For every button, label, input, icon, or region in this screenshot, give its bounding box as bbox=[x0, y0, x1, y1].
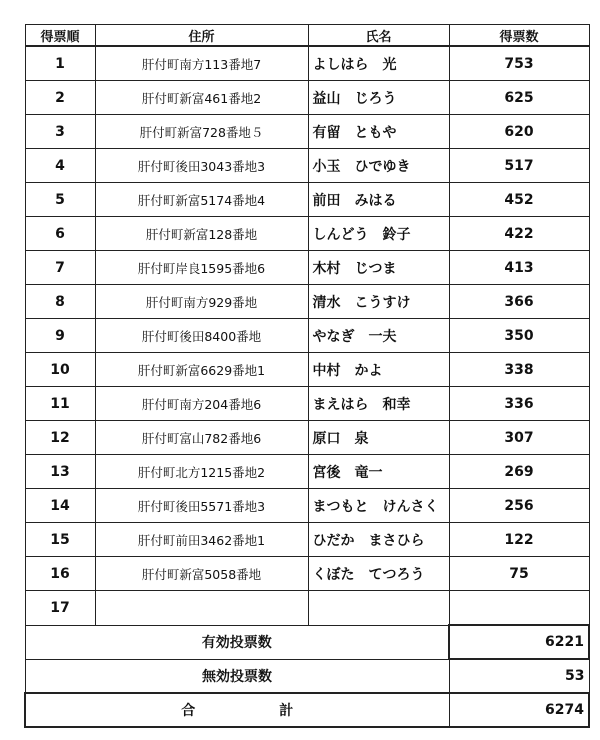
rank-cell: 14 bbox=[25, 489, 95, 523]
name-cell: やなぎ 一夫 bbox=[308, 319, 449, 353]
rank-cell: 4 bbox=[25, 149, 95, 183]
address-cell: 肝付町新富728番地５ bbox=[95, 115, 308, 149]
rank-cell: 17 bbox=[25, 591, 95, 626]
address-cell: 肝付町後田8400番地 bbox=[95, 319, 308, 353]
votes-cell: 620 bbox=[449, 115, 589, 149]
address-cell: 肝付町岸良1595番地6 bbox=[95, 251, 308, 285]
table-row bbox=[25, 149, 589, 183]
total-value: 6274 bbox=[449, 693, 589, 727]
address-cell: 肝付町南方204番地6 bbox=[95, 387, 308, 421]
rank-cell: 15 bbox=[25, 523, 95, 557]
header-address: 住所 bbox=[95, 25, 308, 47]
table-row bbox=[25, 251, 589, 285]
election-results-table bbox=[24, 24, 590, 728]
votes-cell: 517 bbox=[449, 149, 589, 183]
address-cell: 肝付町新富128番地 bbox=[95, 217, 308, 251]
address-cell: 肝付町新富5058番地 bbox=[95, 557, 308, 591]
address-cell: 肝付町南方113番地7 bbox=[95, 46, 308, 81]
name-cell: まつもと けんさく bbox=[308, 489, 449, 523]
total-label-char-2: 計 bbox=[279, 703, 294, 719]
votes-cell: 336 bbox=[449, 387, 589, 421]
table-row bbox=[25, 523, 589, 557]
address-cell: 肝付町富山782番地6 bbox=[95, 421, 308, 455]
table-row bbox=[25, 421, 589, 455]
rank-cell: 7 bbox=[25, 251, 95, 285]
invalid-votes-label: 無効投票数 bbox=[25, 659, 449, 693]
table-row bbox=[25, 81, 589, 115]
table-row bbox=[25, 387, 589, 421]
name-cell: まえはら 和幸 bbox=[308, 387, 449, 421]
rank-cell: 6 bbox=[25, 217, 95, 251]
address-cell: 肝付町南方929番地 bbox=[95, 285, 308, 319]
name-cell: くぼた てつろう bbox=[308, 557, 449, 591]
votes-cell: 350 bbox=[449, 319, 589, 353]
votes-cell: 413 bbox=[449, 251, 589, 285]
rank-cell: 10 bbox=[25, 353, 95, 387]
name-cell: 中村 かよ bbox=[308, 353, 449, 387]
results-body bbox=[25, 46, 589, 625]
invalid-votes-value: 53 bbox=[449, 659, 589, 693]
rank-cell: 3 bbox=[25, 115, 95, 149]
table-row bbox=[25, 217, 589, 251]
rank-cell: 11 bbox=[25, 387, 95, 421]
votes-cell: 452 bbox=[449, 183, 589, 217]
name-cell: 原口 泉 bbox=[308, 421, 449, 455]
rank-cell: 2 bbox=[25, 81, 95, 115]
valid-votes-row bbox=[25, 625, 589, 659]
total-label-spread bbox=[181, 700, 293, 720]
table-row bbox=[25, 455, 589, 489]
header-row bbox=[25, 25, 589, 47]
name-cell: ひだか まさひら bbox=[308, 523, 449, 557]
table-row bbox=[25, 319, 589, 353]
header-name: 氏名 bbox=[308, 25, 449, 47]
rank-cell: 1 bbox=[25, 46, 95, 81]
header-rank: 得票順 bbox=[25, 25, 95, 47]
votes-cell: 122 bbox=[449, 523, 589, 557]
address-cell: 肝付町後田3043番地3 bbox=[95, 149, 308, 183]
votes-cell: 256 bbox=[449, 489, 589, 523]
valid-votes-label: 有効投票数 bbox=[25, 625, 449, 659]
table-row bbox=[25, 115, 589, 149]
rank-cell: 16 bbox=[25, 557, 95, 591]
name-cell: よしはら 光 bbox=[308, 46, 449, 81]
table-row bbox=[25, 183, 589, 217]
address-cell: 肝付町新富5174番地4 bbox=[95, 183, 308, 217]
name-cell: 前田 みはる bbox=[308, 183, 449, 217]
votes-cell: 422 bbox=[449, 217, 589, 251]
rank-cell: 9 bbox=[25, 319, 95, 353]
name-cell bbox=[308, 591, 449, 626]
address-cell: 肝付町後田5571番地3 bbox=[95, 489, 308, 523]
total-label-char-1: 合 bbox=[181, 703, 196, 719]
valid-votes-value: 6221 bbox=[449, 625, 589, 659]
name-cell: 小玉 ひでゆき bbox=[308, 149, 449, 183]
table-row bbox=[25, 591, 589, 626]
name-cell: 有留 ともや bbox=[308, 115, 449, 149]
votes-cell: 753 bbox=[449, 46, 589, 81]
address-cell: 肝付町北方1215番地2 bbox=[95, 455, 308, 489]
votes-cell: 625 bbox=[449, 81, 589, 115]
table-row bbox=[25, 489, 589, 523]
rank-cell: 13 bbox=[25, 455, 95, 489]
name-cell: 益山 じろう bbox=[308, 81, 449, 115]
votes-cell: 269 bbox=[449, 455, 589, 489]
total-label bbox=[25, 693, 449, 727]
rank-cell: 12 bbox=[25, 421, 95, 455]
votes-cell: 366 bbox=[449, 285, 589, 319]
name-cell: しんどう 鈴子 bbox=[308, 217, 449, 251]
votes-cell: 75 bbox=[449, 557, 589, 591]
rank-cell: 8 bbox=[25, 285, 95, 319]
rank-cell: 5 bbox=[25, 183, 95, 217]
name-cell: 清水 こうすけ bbox=[308, 285, 449, 319]
address-cell: 肝付町前田3462番地1 bbox=[95, 523, 308, 557]
address-cell: 肝付町新富6629番地1 bbox=[95, 353, 308, 387]
address-cell: 肝付町新富461番地2 bbox=[95, 81, 308, 115]
table-row bbox=[25, 557, 589, 591]
total-row bbox=[25, 693, 589, 727]
table-row bbox=[25, 46, 589, 81]
header-votes: 得票数 bbox=[449, 25, 589, 47]
votes-cell: 307 bbox=[449, 421, 589, 455]
address-cell bbox=[95, 591, 308, 626]
name-cell: 宮後 竜一 bbox=[308, 455, 449, 489]
invalid-votes-row bbox=[25, 659, 589, 693]
votes-cell: 338 bbox=[449, 353, 589, 387]
table-row bbox=[25, 353, 589, 387]
table-row bbox=[25, 285, 589, 319]
votes-cell bbox=[449, 591, 589, 626]
name-cell: 木村 じつま bbox=[308, 251, 449, 285]
